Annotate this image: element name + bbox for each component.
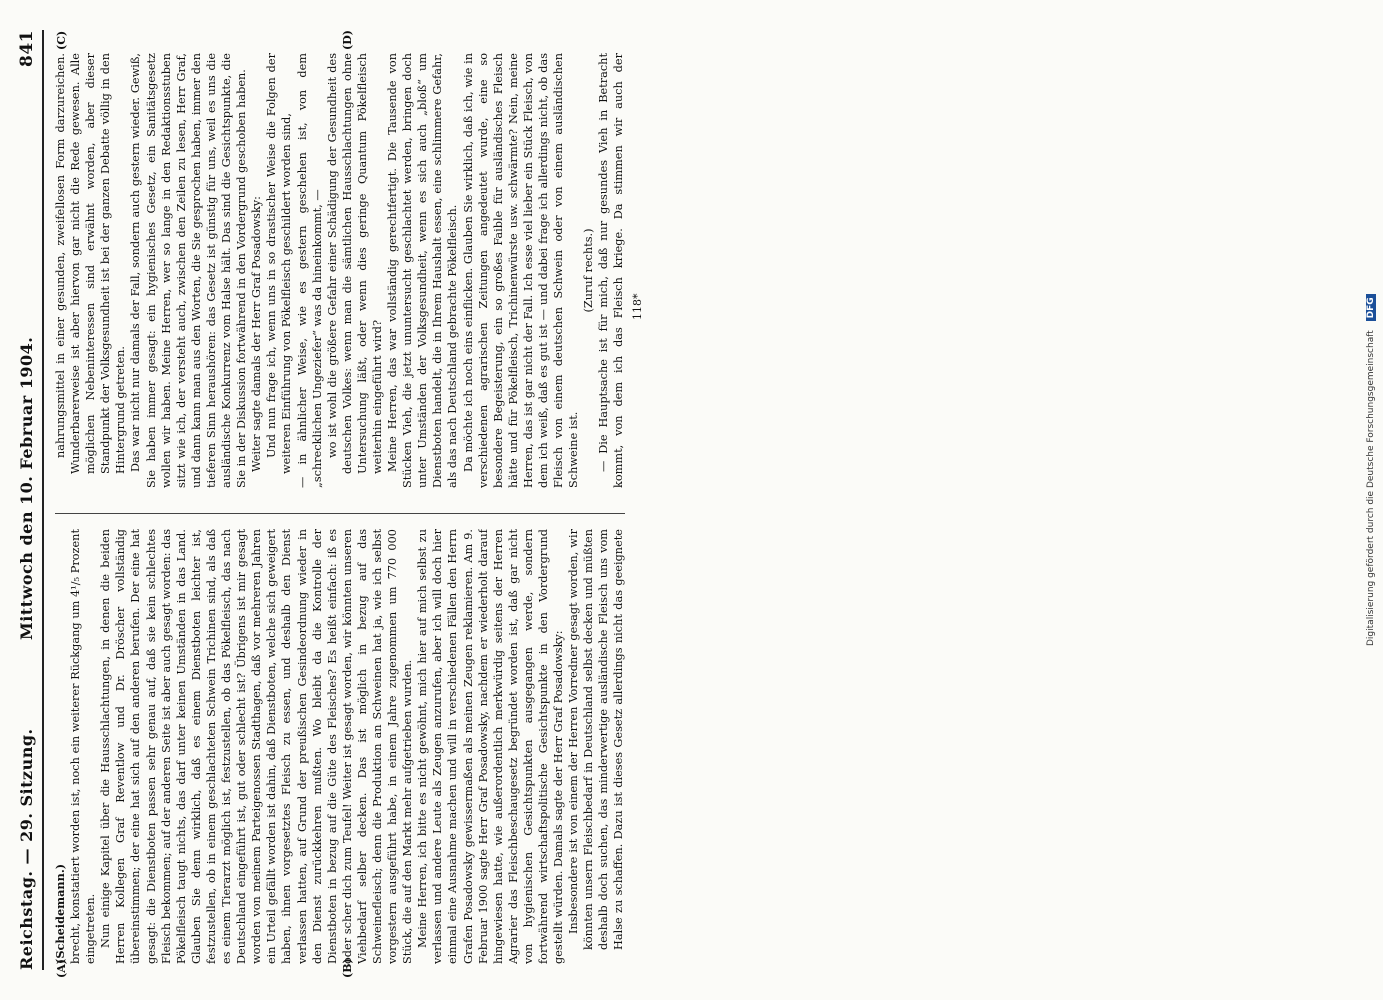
header-rule bbox=[42, 30, 44, 970]
paragraph: Insbesondere ist von einem der Herren Vorredner gesagt worden, wir könnten unsern Fleischbedarf in Deutschland selbst decken und müßten deshalb doch suchen, das minderwertige ausländische Fleisch uns vom Halse zu schaffen. Dazu ist dieses Gesetz allerdings nicht das geeignete bbox=[567, 529, 626, 950]
left-text-column bbox=[53, 529, 628, 964]
running-head-session: Reichstag. — 29. Sitzung. bbox=[17, 728, 36, 970]
paragraph: brecht, konstatiert worden ist, noch ein weiterer Rückgang um 4¹/₅ Prozent eingetreten. bbox=[69, 529, 98, 964]
paragraph: — in ähnlicher Weise, wie es gestern geschehen ist, von dem „schrecklichen Ungeziefer“ was da hineinkommt, — bbox=[295, 53, 324, 488]
paragraph: Meine Herren, ich bitte es nicht gewöhnt, mich hier auf mich selbst zu verlassen und andere Leute als Zeugen anzurufen, aber ich will doch hier einmal eine Ausnahme machen und will in verschiedenen Fällen den Herrn Grafen Posadowsky gewissermaßen als meinen Zeugen reklamieren. Am 9. Februar 1900 sagte Herr Graf Posadowsky, nachdem er wiederholt darauf hingewiesen hatte, wie außerordentlich merkwürdig seitens der Herren Agrarier das Fleischbeschaugesetz begründet worden ist, daß gar nicht von hygienischen Gesichtspunkten ausgegangen werde, sondern fortwährend wirtschaftspolitische Gesichtspunkte in den Vordergrund gestellt würden. Damals sagte der Herr Graf Posadowsky: bbox=[416, 529, 566, 964]
running-head bbox=[17, 30, 43, 970]
margin-mark-d: (D) bbox=[341, 30, 354, 50]
margin-mark-b: (B) bbox=[341, 958, 354, 978]
paragraph: Und nun frage ich, wenn uns in so drastischer Weise die Folgen der weiteren Einführung von Pökelfleisch geschildert worden sind, bbox=[265, 53, 294, 474]
paragraph: wo ist wohl die größere Gefahr einer Schädigung der Gesundheit des deutschen Volkes: wenn man die sämtlichen Hausschlachtungen ohne Untersuchung läßt, oder wenn dies geringe Quantum Pökelfleisch weiterhin eingeführt wird? bbox=[325, 53, 384, 474]
page-number: 841 bbox=[17, 30, 37, 67]
paragraph: Weiter sagte damals der Herr Graf Posadowsky: bbox=[250, 196, 264, 472]
rotated-page-content bbox=[11, 20, 651, 980]
paragraph: — Die Hauptsache ist für mich, daß nur gesundes Vieh in Betracht kommt, von dem ich das Fleisch kriege. Da stimmen wir auch der bbox=[597, 53, 626, 488]
paragraph: (Zuruf rechts.) bbox=[582, 228, 596, 313]
digitization-credit bbox=[1366, 6, 1380, 646]
paragraph: Da möchte ich noch eins einflicken. Glauben Sie wirklich, daß ich, wie in verschiedenen agrarischen Zeitungen angedeutet wurde, eine so besondere Begeisterung, ein so großes Faible für ausländisches Fleisch hätte und für Pökelfleisch, Trichinenwürste usw. schwärmte? Nein, meine Herren, das ist gar nicht der Fall. Ich esse viel lieber ein Stück Fleisch, von dem ich weiß, daß es gut ist — und dabei frage ich allerdings nicht, ob das Fleisch von einem deutschen Schwein oder von einem ausländischen Schweine ist. bbox=[461, 53, 581, 488]
running-head-date: Mittwoch den 10. Februar 1904. bbox=[17, 336, 36, 640]
paragraph: Meine Herren, das war vollständig gerechtfertigt. Die Tausende von Stücken Vieh, die jetzt ununtersucht geschlachtet werden, bringen doch unter Umständen der Volksgesundheit, wenn es sich auch „bloß“ um Dienstboten handelt, die in Ihrem Haushalt essen, eine schlimmere Gefahr, als das nach Deutschland gebrachte Pökelfleisch. bbox=[386, 53, 460, 488]
signature-mark: 118* bbox=[631, 293, 644, 320]
paragraph: Das war nicht nur damals der Fall, sondern auch gestern wieder. Gewiß, Sie haben immer gesagt: ein hygienisches Gesetz, ein Sanitätsgesetz wollen wir haben. Meine Herren, wer so lange in den Redaktionsstuben sitzt wie ich, der versteht auch, zwischen den Zeilen zu lesen, Herr Graf, und dann kann man aus den Worten, die Sie gesprochen haben, immer den tieferen Sinn heraushören: das Gesetz ist günstig für uns, weil es uns die ausländische Konkurrenz vom Halse hält. Das sind die Gesichtspunkte, die Sie in der Diskussion fortwährend in den Vordergrund geschoben haben. bbox=[129, 53, 249, 488]
dfg-logo: DFG bbox=[1366, 294, 1376, 321]
paragraph: nahrungsmittel in einer gesunden, zweifellosen Form darzureichen. Wunderbarerweise ist aber hiervon gar nicht die Rede gewesen. Alle möglichen Nebeninteressen sind erwähnt worden, aber dieser Standpunkt der Volksgesundheit ist bei der ganzen Debatte völlig in den Hintergrund getreten. bbox=[54, 53, 128, 474]
paragraph: (Scheidemann.) bbox=[53, 863, 67, 964]
credit-text: Digitalisierung gefördert durch die Deutsche Forschungsgemeinschaft bbox=[1366, 330, 1376, 646]
margin-mark-c: (C) bbox=[55, 30, 68, 50]
margin-mark-a: (A) bbox=[55, 959, 68, 978]
right-text-column bbox=[53, 53, 628, 488]
paragraph: Nun einige Kapitel über die Hausschlachtungen, in denen die beiden Herren Kollegen Graf Reventlow und Dr. Dröscher vollständig übereinstimmen; der eine hat sich auf den anderen berufen. Der eine hat gesagt: die Dienstboten passen sehr genau auf, daß sie kein schlechtes Fleisch bekommen; auf der anderen Seite ist aber auch gesagt worden: das Pökelfleisch taugt nichts, das darf unter keinen Umständen in das Land. Glauben Sie denn wirklich, daß es einem Dienstboten leichter ist, festzustellen, ob in einem geschlachteten Schwein Trichinen sind, als daß es einem Tierarzt möglich ist, festzustellen, ob das Pökelfleisch, das nach Deutschland eingeführt ist, gut oder schlecht ist? Übrigens ist mir gesagt worden von meinem Parteigenossen Stadthagen, daß vor mehreren Jahren ein Urteil gefällt worden ist dahin, daß Dienstboten, welche sich geweigert haben, ihnen vorgesetztes Fleisch zu essen, und deshalb den Dienst verlassen hatten, auf Grund der preußischen Gesindeordnung wieder in den Dienst zurückkehren mußten. Wo bleibt da die Kontrolle der Dienstboten in bezug auf die Güte des Fleisches? Es heißt einfach: iß es oder scher dich zum Teufel! Weiter ist gesagt worden, wir könnten unseren Viehbedarf selber decken. Das ist möglich in bezug auf das Schweinefleisch; denn die Produktion an Schweinen hat ja, wie ich selbst vorgestern ausgeführt habe, in einem Jahre zugenommen um 770 000 Stück, die auf den Markt mehr aufgetrieben wurden. bbox=[99, 529, 415, 964]
column-divider bbox=[55, 513, 625, 514]
